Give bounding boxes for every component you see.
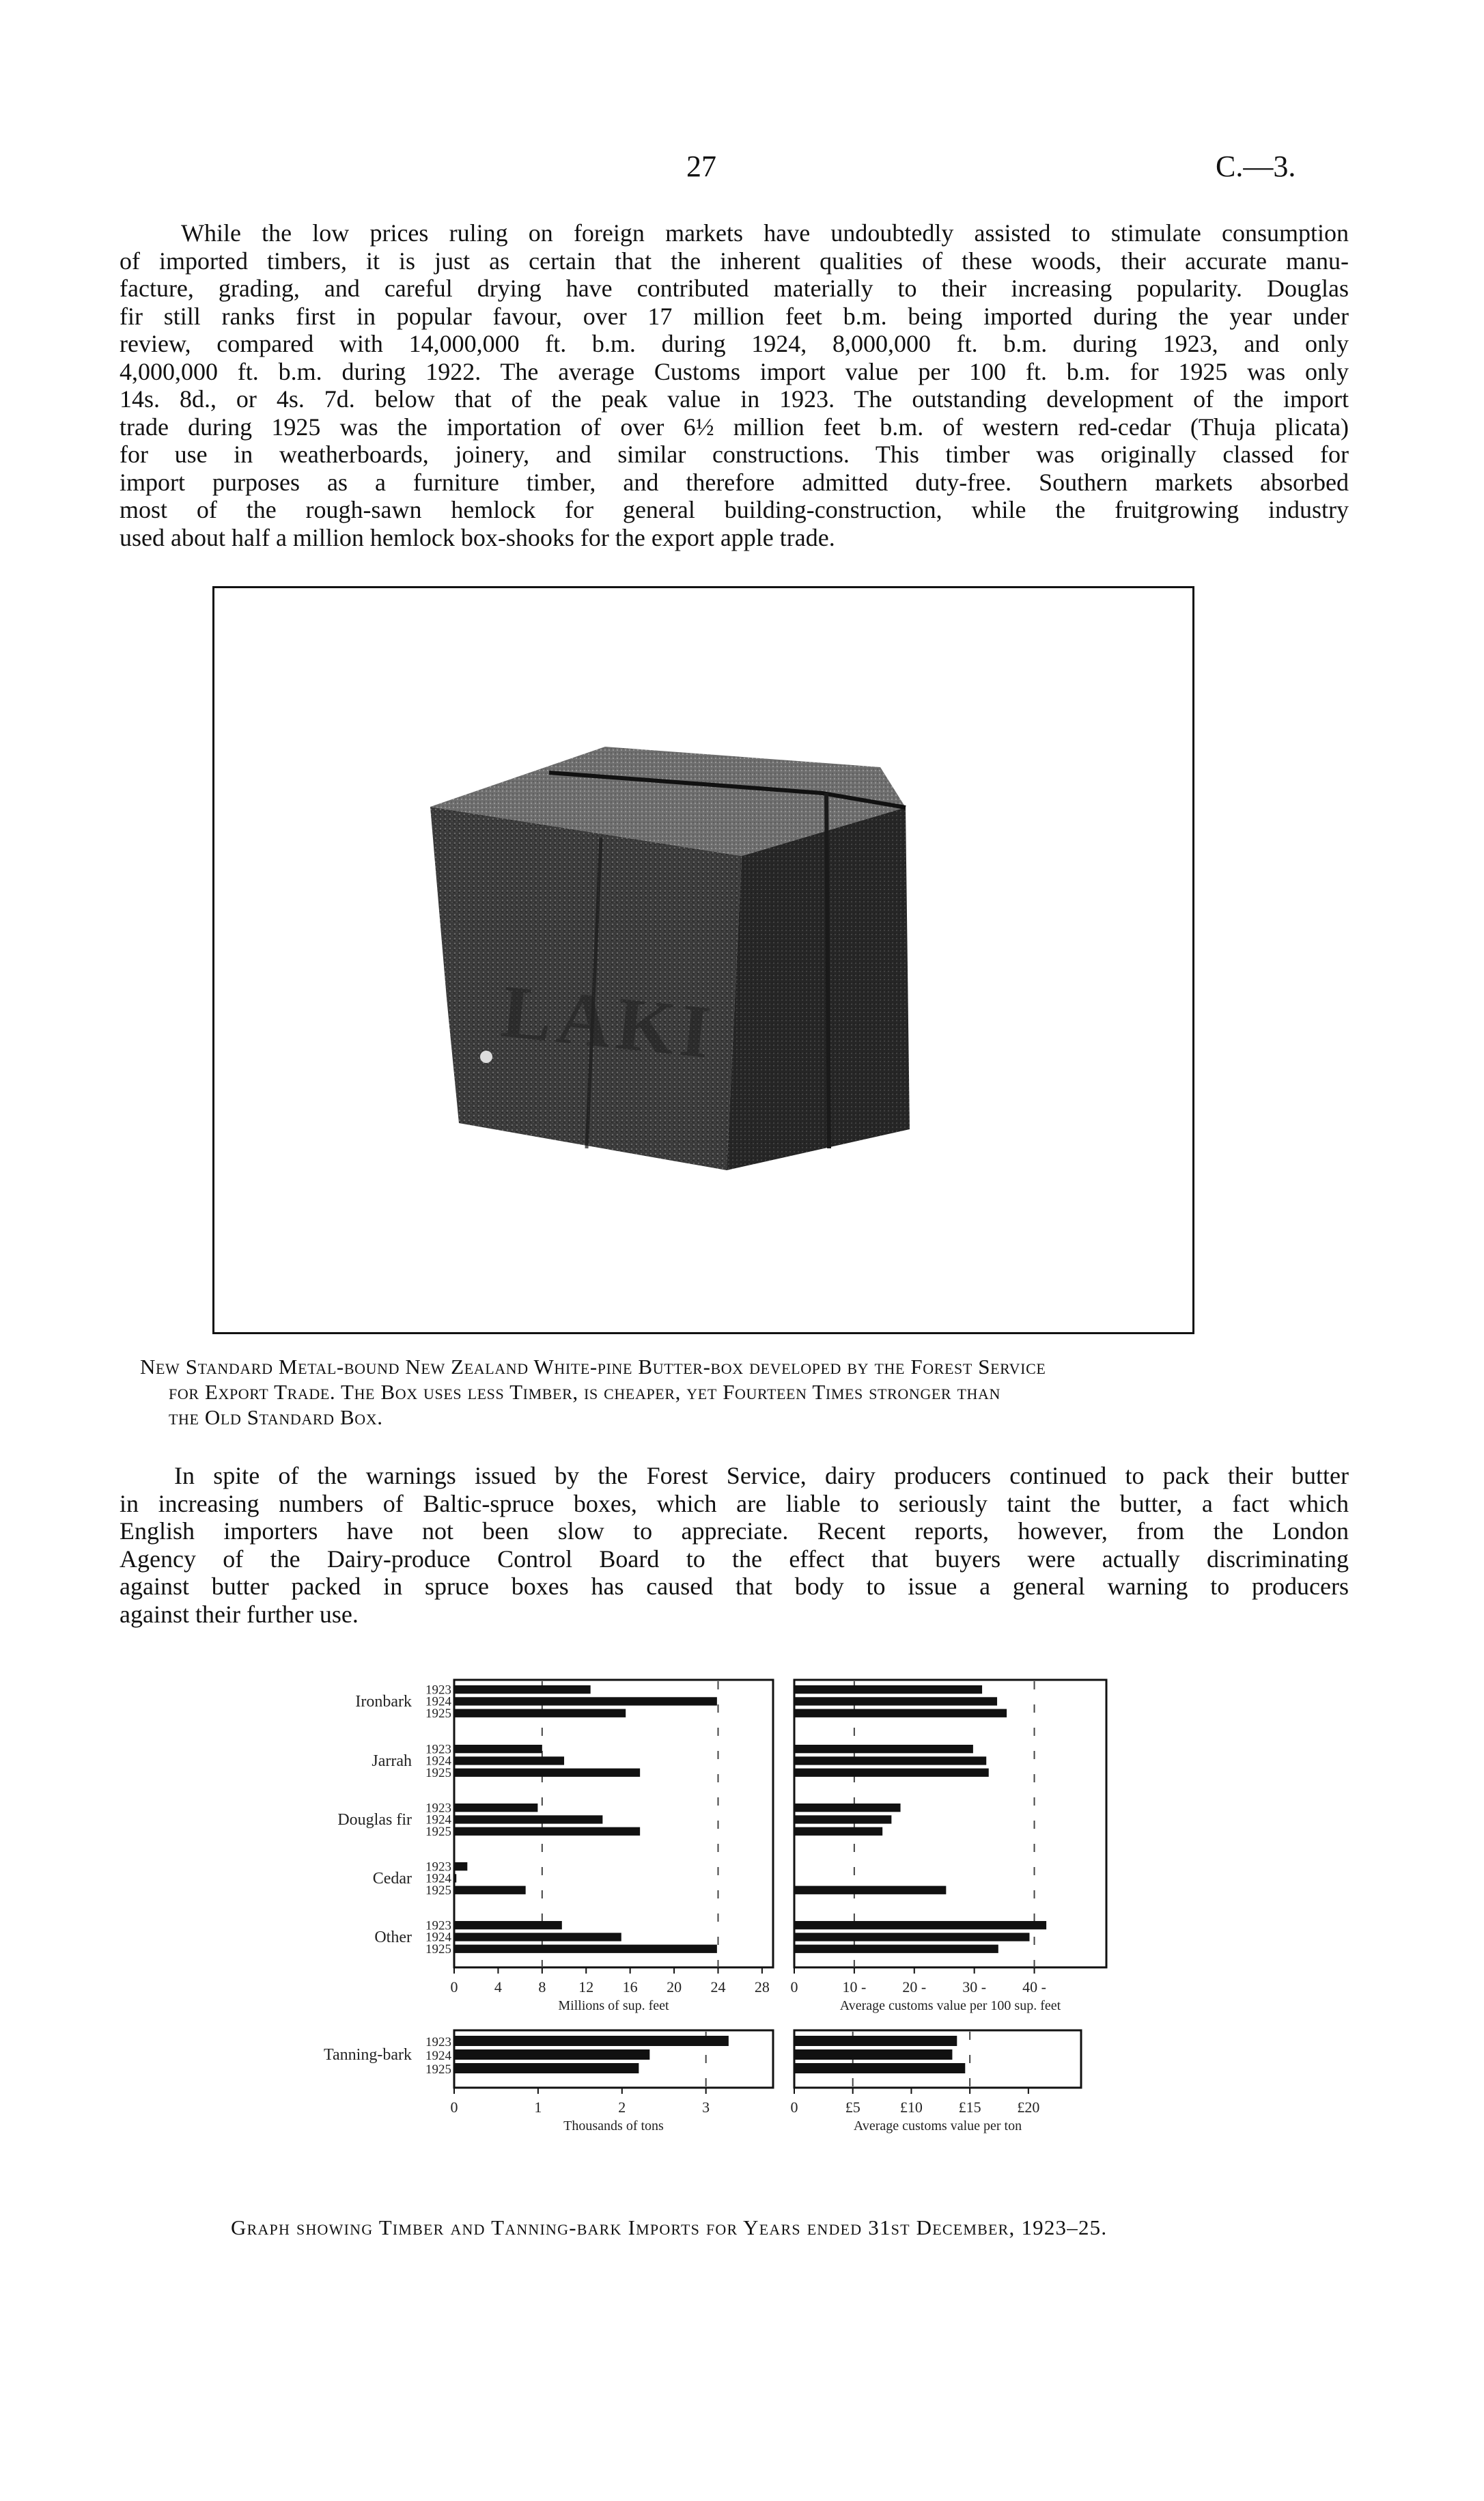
timber-volume-chart [337, 1680, 773, 2013]
bar [794, 1709, 1007, 1717]
year-label: 1923 [425, 2035, 451, 2049]
tanning-bark-volume-chart [324, 2030, 773, 2133]
text-line: in increasing numbers of Baltic-spruce boxes, which are liable to seriously taint the butter, a fact which [120, 1489, 1349, 1517]
bar [794, 1933, 1030, 1941]
group-label: Ironbark [355, 1692, 412, 1711]
text-line: English importers have not been slow to appreciate. Recent reports, however, from the London [120, 1517, 1349, 1545]
box-side [727, 807, 910, 1170]
box-lettering: LAKI [498, 969, 720, 1075]
tick-label: 28 [754, 1978, 770, 1995]
year-label: 1925 [425, 1765, 451, 1780]
tick-label: 4 [494, 1978, 502, 1995]
caption-line: for Export Trade. The Box uses less Timber, is cheaper, yet Fourteen Times stronger than [169, 1380, 1000, 1404]
tick-label: 3 [702, 2099, 710, 2116]
tick-label: 0 [790, 2099, 798, 2116]
bar [454, 1945, 717, 1953]
text-line: import purposes as a furniture timber, and therefore admitted duty-free. Southern markets absorbed [120, 468, 1349, 496]
bar [454, 2049, 649, 2060]
year-label: 1924 [425, 1930, 451, 1945]
bar [454, 2036, 729, 2046]
bar [454, 1697, 717, 1705]
tick-label: £20 [1017, 2099, 1040, 2116]
bar [454, 1827, 640, 1836]
tick-label: £10 [899, 2099, 923, 2116]
bar [794, 2049, 952, 2060]
tick-label: 24 [710, 1978, 726, 1995]
graph-caption: Graph showing Timber and Tanning-bark Imports for Years ended 31st December, 1923–25. [231, 2215, 1108, 2239]
imports-graph [0, 1660, 1484, 2152]
bar [454, 1933, 621, 1941]
bar [794, 1756, 986, 1765]
text-line: facture, grading, and careful drying have contributed materially to their increasing popularity. Douglas [120, 275, 1349, 302]
text-line: 14s. 8d., or 4s. 7d. below that of the peak value in 1923. The outstanding development of the import [120, 385, 1349, 413]
timber-value-chart [791, 1680, 1107, 2013]
bar [794, 1697, 997, 1705]
text-line: for use in weatherboards, joinery, and similar constructions. This timber was originally classed for [120, 441, 1349, 468]
bar [794, 1921, 1046, 1929]
year-label: 1924 [425, 1754, 451, 1769]
bar [794, 1827, 882, 1836]
text-line: While the low prices ruling on foreign markets have undoubtedly assisted to stimulate consumption [181, 219, 1349, 247]
bar [454, 1921, 562, 1929]
year-label: 1924 [425, 1871, 451, 1886]
year-label: 1925 [425, 1706, 451, 1721]
bar [794, 1815, 891, 1823]
bar [454, 1769, 640, 1777]
bar [454, 1804, 537, 1812]
tick-label: 10 - [842, 1978, 867, 1995]
caption-line: New Standard Metal-bound New Zealand White-pine Butter-box developed by the Forest Service [140, 1355, 1046, 1379]
text-line: most of the rough-sawn hemlock for general building-construction, while the fruitgrowing industry [120, 496, 1349, 523]
tick-label: 20 [667, 1978, 682, 1995]
year-label: 1925 [425, 1883, 451, 1898]
caption-line: the Old Standard Box. [169, 1405, 383, 1429]
text-line: used about half a million hemlock box-shooks for the export apple trade. [120, 523, 835, 551]
year-label: 1923 [425, 1742, 451, 1757]
text-line: 4,000,000 ft. b.m. during 1922. The average Customs import value per 100 ft. b.m. for 1925 was only [120, 357, 1349, 385]
tick-label: 30 - [962, 1978, 987, 1995]
tick-label: 1 [534, 2099, 542, 2116]
box-mark [480, 1051, 492, 1063]
tick-label: 8 [538, 1978, 546, 1995]
text-line: against butter packed in spruce boxes has caused that body to issue a general warning to producers [120, 1573, 1349, 1600]
tick-label: 16 [622, 1978, 638, 1995]
year-label: 1924 [425, 1812, 451, 1827]
text-line: fir still ranks first in popular favour, over 17 million feet b.m. being imported during the year under [120, 302, 1349, 330]
text-line: review, compared with 14,000,000 ft. b.m. during 1924, 8,000,000 ft. b.m. during 1923, and only [120, 330, 1349, 357]
year-label: 1923 [425, 1801, 451, 1816]
year-label: 1923 [425, 1683, 451, 1698]
group-label: Other [374, 1928, 412, 1946]
tick-label: 2 [618, 2099, 626, 2116]
text-line: trade during 1925 was the importation of over 6½ million feet b.m. of western red-cedar (Thuja plicata) [120, 413, 1349, 441]
tick-label: 0 [450, 2099, 458, 2116]
text-line: of imported timbers, it is just as certain that the inherent qualities of these woods, their accurate manu- [120, 247, 1349, 275]
metal-band [826, 793, 829, 1148]
year-label: 1925 [425, 2062, 451, 2077]
year-label: 1923 [425, 1860, 451, 1875]
tick-label: 12 [578, 1978, 594, 1995]
bar [454, 1886, 526, 1894]
butter-box-photo [212, 586, 1194, 1334]
tanning-bark-value-chart [791, 2030, 1082, 2133]
tick-label: 0 [450, 1978, 458, 1995]
tick-label: £5 [845, 2099, 860, 2116]
group-label: Cedar [372, 1869, 412, 1888]
page-number: 27 [686, 150, 716, 183]
year-label: 1923 [425, 1918, 451, 1933]
bar [454, 1815, 602, 1823]
axis-label: Average customs value per 100 sup. feet [839, 1998, 1061, 2013]
photo-caption [140, 1354, 1369, 1430]
group-label: Jarrah [372, 1752, 412, 1770]
tick-label: 0 [790, 1978, 798, 1995]
bar [454, 1756, 564, 1765]
bar [454, 1874, 456, 1882]
axis-label: Millions of sup. feet [558, 1998, 669, 2013]
bar [794, 1769, 989, 1777]
bar [454, 1745, 542, 1753]
bar [794, 1804, 901, 1812]
bar [794, 1685, 982, 1694]
bar [794, 2036, 957, 2046]
paragraph-imports [120, 219, 1349, 551]
bar [794, 1886, 946, 1894]
axis-label: Thousands of tons [563, 2118, 664, 2133]
year-label: 1924 [425, 1694, 451, 1709]
text-line: Agency of the Dairy-produce Control Board to the effect that buyers were actually discriminating [120, 1545, 1349, 1573]
bar [794, 2063, 965, 2073]
bar [454, 1685, 591, 1694]
text-line: against their further use. [120, 1600, 359, 1628]
year-label: 1924 [425, 2049, 451, 2063]
tick-label: 20 - [902, 1978, 927, 1995]
bar [794, 1745, 973, 1753]
text-line: In spite of the warnings issued by the Forest Service, dairy producers continued to pack their butter [174, 1462, 1349, 1489]
butter-box-illustration [214, 588, 1192, 1332]
group-label: Tanning-bark [324, 2046, 412, 2064]
axis-label: Average customs value per ton [853, 2118, 1022, 2133]
bar [454, 1709, 626, 1717]
tick-label: £15 [958, 2099, 981, 2116]
bar [454, 1862, 467, 1870]
bar [794, 1945, 998, 1953]
year-label: 1925 [425, 1942, 451, 1957]
tick-label: 40 - [1022, 1978, 1046, 1995]
bar [454, 2063, 639, 2073]
paragraph-butter-boxes [120, 1462, 1349, 1628]
year-label: 1925 [425, 1824, 451, 1839]
group-label: Douglas fir [337, 1810, 412, 1829]
document-reference: C.—3. [1216, 150, 1296, 183]
